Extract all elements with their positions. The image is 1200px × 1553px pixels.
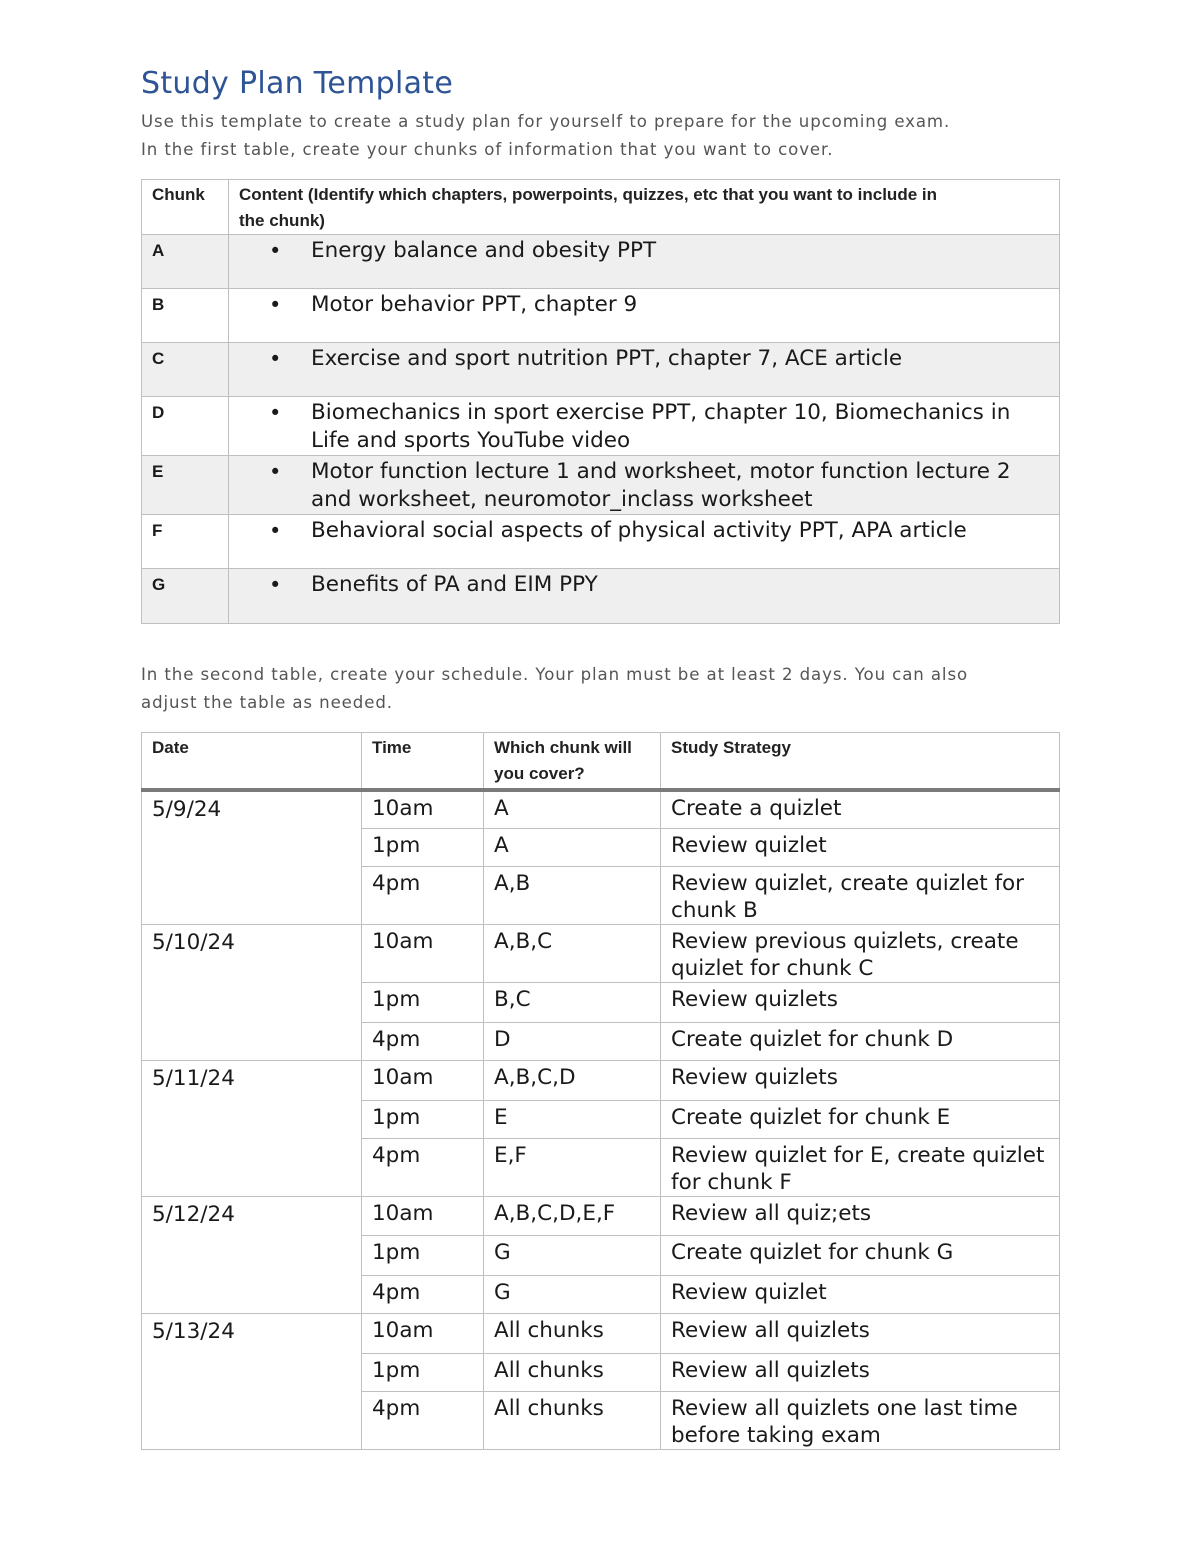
schedule-row [142, 1196, 1060, 1235]
chunk-content [229, 569, 1060, 624]
chunk-letter: G [142, 569, 229, 624]
chunk-content [229, 235, 1060, 289]
chunk-content-text: Motor behavior PPT, chapter 9 [311, 292, 638, 317]
chunk-letter: E [142, 456, 229, 515]
chunk-cell: A [484, 790, 661, 828]
chunk-cell: G [484, 1275, 661, 1313]
time-cell: 4pm [362, 1391, 484, 1449]
schedule-intro-text-continued: adjust the table as needed. [141, 693, 393, 712]
chunk-bullet-item [269, 458, 1051, 514]
schedule-row [142, 1313, 1060, 1353]
chunk-content-text: Benefits of PA and EIM PPY [311, 572, 598, 597]
chunk-cell: D [484, 1022, 661, 1060]
chunk-row [142, 343, 1060, 397]
time-cell: 1pm [362, 828, 484, 866]
intro-text: Use this template to create a study plan for yourself to prepare for the upcoming exam. [141, 112, 951, 131]
date-cell: 5/11/24 [142, 1060, 362, 1196]
strategy-cell: Review quizlets [661, 982, 1060, 1022]
chunk-bullet-item [269, 517, 1051, 545]
date-cell: 5/10/24 [142, 924, 362, 1060]
chunk-cell: A,B,C,D,E,F [484, 1196, 661, 1235]
strategy-cell: Review quizlets [661, 1060, 1060, 1100]
chunk-column-header: Chunk [142, 180, 229, 235]
chunk-content [229, 515, 1060, 569]
chunk-row [142, 456, 1060, 515]
chunk-cell: A,B [484, 866, 661, 924]
chunk-cell: All chunks [484, 1313, 661, 1353]
chunk-content-text: Exercise and sport nutrition PPT, chapter 7, ACE article [311, 346, 903, 371]
bullet-icon: • [269, 573, 282, 597]
chunk-cell: A [484, 828, 661, 866]
schedule-row [142, 1060, 1060, 1100]
schedule-row [142, 790, 1060, 828]
time-cell: 4pm [362, 1275, 484, 1313]
strategy-column-header: Study Strategy [661, 733, 1060, 791]
schedule-table [141, 732, 1060, 1450]
chunk-cell: E,F [484, 1138, 661, 1196]
strategy-cell: Review previous quizlets, create quizlet for chunk C [661, 924, 1060, 982]
chunk-cell: B,C [484, 982, 661, 1022]
chunk-content-text: Biomechanics in sport exercise PPT, chapter 10, Biomechanics in Life and sports YouTube video [311, 400, 1011, 453]
chunk-cell: All chunks [484, 1353, 661, 1391]
chunk-cell: A,B,C [484, 924, 661, 982]
time-column-header: Time [362, 733, 484, 791]
chunk-content-text: Energy balance and obesity PPT [311, 238, 657, 263]
chunk-bullet-item [269, 399, 1051, 455]
date-cell: 5/9/24 [142, 790, 362, 924]
chunk-cell: G [484, 1235, 661, 1275]
bullet-icon: • [269, 347, 282, 371]
chunk-letter: C [142, 343, 229, 397]
strategy-cell: Review quizlet [661, 1275, 1060, 1313]
content-column-header [229, 180, 1060, 235]
time-cell: 1pm [362, 1235, 484, 1275]
bullet-icon: • [269, 239, 282, 263]
strategy-cell: Review quizlet [661, 828, 1060, 866]
chunk-table-header [142, 180, 1060, 235]
chunk-row [142, 235, 1060, 289]
chunk-content [229, 397, 1060, 456]
strategy-cell: Review quizlet for E, create quizlet for chunk F [661, 1138, 1060, 1196]
schedule-row [142, 924, 1060, 982]
time-cell: 1pm [362, 982, 484, 1022]
chunk-content-text: Behavioral social aspects of physical activity PPT, APA article [311, 518, 967, 543]
schedule-intro-text: In the second table, create your schedule. Your plan must be at least 2 days. You can also [141, 665, 969, 684]
time-cell: 1pm [362, 1100, 484, 1138]
strategy-cell: Create quizlet for chunk E [661, 1100, 1060, 1138]
schedule-table-header [142, 733, 1060, 791]
date-cell: 5/12/24 [142, 1196, 362, 1313]
bullet-icon: • [269, 460, 282, 484]
strategy-cell: Review quizlet, create quizlet for chunk B [661, 866, 1060, 924]
chunk-column-header [484, 733, 661, 791]
chunk-header-line1: Which chunk will [494, 738, 632, 757]
chunk-row [142, 397, 1060, 456]
time-cell: 10am [362, 924, 484, 982]
bullet-icon: • [269, 293, 282, 317]
time-cell: 10am [362, 1313, 484, 1353]
time-cell: 4pm [362, 866, 484, 924]
time-cell: 10am [362, 1060, 484, 1100]
chunk-letter: D [142, 397, 229, 456]
chunk-content [229, 289, 1060, 343]
time-cell: 10am [362, 1196, 484, 1235]
chunk-header-line2: you cover? [494, 764, 585, 783]
time-cell: 1pm [362, 1353, 484, 1391]
bullet-icon: • [269, 401, 282, 425]
chunk-content [229, 343, 1060, 397]
content-header-line2: the chunk) [239, 211, 325, 230]
chunk-cell: E [484, 1100, 661, 1138]
chunk-row [142, 289, 1060, 343]
chunk-content-text: Motor function lecture 1 and worksheet, motor function lecture 2 and worksheet, neuromotor_inclass worksheet [311, 459, 1011, 512]
date-column-header: Date [142, 733, 362, 791]
page-title: Study Plan Template [141, 66, 454, 101]
chunk-cell: All chunks [484, 1391, 661, 1449]
chunk-row [142, 515, 1060, 569]
chunk-bullet-item [269, 571, 1051, 599]
chunk-letter: A [142, 235, 229, 289]
intro-text-chunks: In the first table, create your chunks of information that you want to cover. [141, 140, 834, 159]
chunk-row [142, 569, 1060, 624]
chunk-bullet-item [269, 291, 1051, 319]
chunk-content [229, 456, 1060, 515]
date-cell: 5/13/24 [142, 1313, 362, 1449]
chunk-bullet-item [269, 345, 1051, 373]
chunk-letter: F [142, 515, 229, 569]
strategy-cell: Review all quizlets [661, 1313, 1060, 1353]
content-header-line1: Content (Identify which chapters, powerpoints, quizzes, etc that you want to include in [239, 185, 937, 204]
time-cell: 4pm [362, 1022, 484, 1060]
chunk-cell: A,B,C,D [484, 1060, 661, 1100]
strategy-cell: Create quizlet for chunk D [661, 1022, 1060, 1060]
chunk-table [141, 179, 1060, 624]
bullet-icon: • [269, 519, 282, 543]
strategy-cell: Create quizlet for chunk G [661, 1235, 1060, 1275]
chunk-bullet-item [269, 237, 1051, 265]
time-cell: 10am [362, 790, 484, 828]
strategy-cell: Review all quizlets [661, 1353, 1060, 1391]
strategy-cell: Review all quiz;ets [661, 1196, 1060, 1235]
strategy-cell: Create a quizlet [661, 790, 1060, 828]
time-cell: 4pm [362, 1138, 484, 1196]
strategy-cell: Review all quizlets one last time before taking exam [661, 1391, 1060, 1449]
chunk-letter: B [142, 289, 229, 343]
